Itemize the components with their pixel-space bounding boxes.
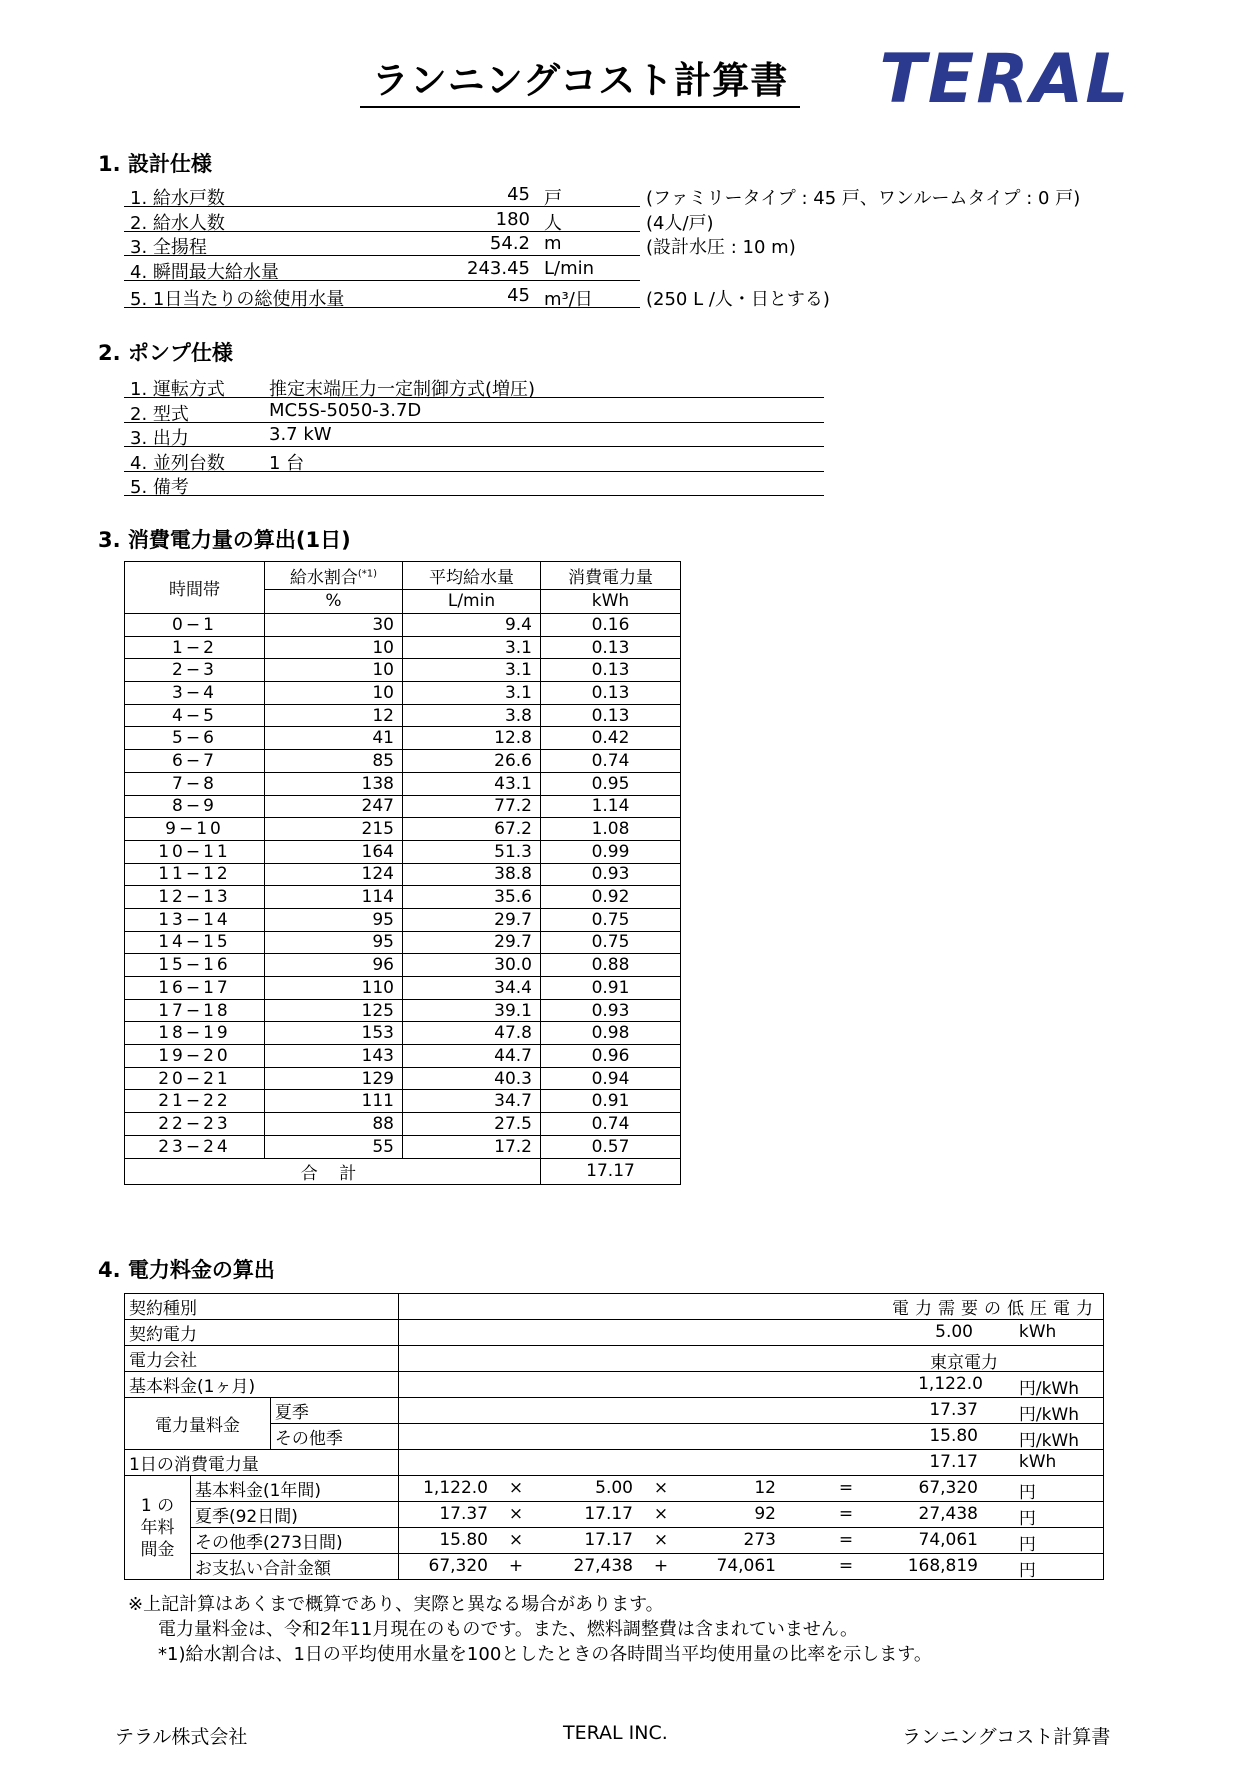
power: 0.16 bbox=[541, 614, 681, 637]
spec-note: (ファミリータイプ : 45 戸、ワンルームタイプ : 0 戸) bbox=[646, 188, 1081, 209]
daily-cell bbox=[398, 1450, 1103, 1476]
time-slot: 7−8 bbox=[125, 772, 265, 795]
pump-spec-label: 1. 運転方式 bbox=[130, 379, 225, 400]
calc-eq: = bbox=[838, 1530, 854, 1550]
table-row bbox=[125, 886, 681, 909]
ratio: 164 bbox=[265, 840, 403, 863]
table-row bbox=[125, 840, 681, 863]
teral-logo bbox=[855, 44, 1155, 112]
col-power: 消費電力量 bbox=[541, 562, 681, 590]
annual-calc bbox=[398, 1476, 1103, 1502]
ratio: 96 bbox=[265, 954, 403, 977]
table-row bbox=[125, 727, 681, 750]
other-label: その他季 bbox=[270, 1424, 398, 1450]
pump-spec-label: 4. 並列台数 bbox=[130, 452, 225, 474]
ratio: 114 bbox=[265, 886, 403, 909]
energy-label: 電力量料金 bbox=[125, 1398, 271, 1450]
table-row bbox=[125, 1022, 681, 1045]
col-flow: 平均給水量 bbox=[403, 562, 541, 590]
avg-flow: 34.7 bbox=[403, 1090, 541, 1113]
pump-spec-row bbox=[124, 447, 824, 472]
company-value: 東京電力 bbox=[930, 1353, 998, 1373]
annual-label: お支払い合計金額 bbox=[190, 1554, 398, 1580]
contract-power-value: 5.00 bbox=[935, 1322, 973, 1342]
ratio: 30 bbox=[265, 614, 403, 637]
spec-unit: m³/日 bbox=[544, 289, 593, 310]
note-3: *1)給水割合は、1日の平均使用水量を100としたときの各時間当平均使用量の比率を示します。 bbox=[158, 1644, 932, 1665]
table-row bbox=[125, 999, 681, 1022]
electricity-cost-table bbox=[124, 1293, 1104, 1580]
time-slot: 6−7 bbox=[125, 750, 265, 773]
table-row bbox=[125, 682, 681, 705]
note-1: ※上記計算はあくまで概算であり、実際と異なる場合があります。 bbox=[128, 1594, 664, 1615]
spec-label: 5. 1日当たりの総使用水量 bbox=[130, 289, 345, 310]
spec-row bbox=[124, 182, 640, 207]
annual-row bbox=[125, 1502, 1104, 1528]
table-row bbox=[125, 772, 681, 795]
table-row bbox=[125, 1135, 681, 1158]
other-unit: 円/kWh bbox=[1018, 1431, 1080, 1451]
avg-flow: 29.7 bbox=[403, 908, 541, 931]
spec-value: 180 bbox=[495, 209, 530, 230]
footer-center: TERAL INC. bbox=[563, 1722, 668, 1744]
pump-spec-row bbox=[124, 471, 824, 496]
time-slot: 0−1 bbox=[125, 614, 265, 637]
calc-b: 17.17 bbox=[584, 1504, 633, 1524]
pump-spec-value: 3.7 kW bbox=[269, 424, 332, 445]
section3-heading: 3. 消費電力量の算出(1日) bbox=[98, 528, 351, 552]
spec-label: 3. 全揚程 bbox=[130, 237, 207, 258]
avg-flow: 3.1 bbox=[403, 636, 541, 659]
calc-unit: 円 bbox=[1018, 1561, 1036, 1581]
pump-spec-value: 1 台 bbox=[269, 452, 305, 474]
ratio: 10 bbox=[265, 636, 403, 659]
table-row bbox=[125, 908, 681, 931]
pump-spec-value: MC5S-5050-3.7D bbox=[269, 399, 422, 421]
annual-label: 基本料金(1年間) bbox=[190, 1476, 398, 1502]
spec-label: 1. 給水戸数 bbox=[130, 188, 225, 209]
calc-c: 12 bbox=[754, 1478, 776, 1498]
spec-value: 45 bbox=[507, 285, 530, 306]
table-row bbox=[125, 977, 681, 1000]
calc-c: 92 bbox=[754, 1504, 776, 1524]
time-slot: 10−11 bbox=[125, 840, 265, 863]
col-ratio: 給水割合$^{(*1)}$ bbox=[265, 562, 403, 590]
avg-flow: 27.5 bbox=[403, 1113, 541, 1136]
basic-label: 基本料金(1ヶ月) bbox=[125, 1372, 399, 1398]
calc-a: 17.37 bbox=[439, 1504, 488, 1524]
calc-op2: × bbox=[653, 1478, 669, 1498]
spec-unit: m bbox=[544, 233, 562, 254]
spec-row bbox=[124, 207, 640, 232]
spec-unit: 人 bbox=[544, 213, 562, 234]
power: 0.13 bbox=[541, 636, 681, 659]
basic-unit: 円/kWh bbox=[1018, 1379, 1080, 1399]
avg-flow: 3.1 bbox=[403, 659, 541, 682]
pump-spec-label: 5. 備考 bbox=[130, 477, 189, 498]
time-slot: 5−6 bbox=[125, 727, 265, 750]
section2-heading: 2. ポンプ仕様 bbox=[98, 341, 233, 365]
basic-value: 1,122.0 bbox=[918, 1374, 983, 1394]
time-slot: 14−15 bbox=[125, 931, 265, 954]
section4-heading: 4. 電力料金の算出 bbox=[98, 1258, 275, 1282]
table-row bbox=[125, 636, 681, 659]
summer-value: 17.37 bbox=[929, 1400, 978, 1420]
ratio: 129 bbox=[265, 1067, 403, 1090]
table-row bbox=[125, 818, 681, 841]
company-label: 電力会社 bbox=[125, 1346, 399, 1372]
calc-op1: × bbox=[508, 1478, 524, 1498]
contract-power-unit: kWh bbox=[1018, 1322, 1057, 1342]
spec-value: 54.2 bbox=[489, 233, 530, 254]
time-slot: 15−16 bbox=[125, 954, 265, 977]
time-slot: 8−9 bbox=[125, 795, 265, 818]
total-label: 合 計 bbox=[125, 1158, 541, 1184]
daily-unit: kWh bbox=[1018, 1452, 1057, 1472]
note-2: 電力量料金は、令和2年11月現在のものです。また、燃料調整費は含まれていません。 bbox=[158, 1619, 858, 1640]
annual-row bbox=[125, 1528, 1104, 1554]
calc-result: 27,438 bbox=[918, 1504, 978, 1524]
power: 0.98 bbox=[541, 1022, 681, 1045]
calc-op2: × bbox=[653, 1530, 669, 1550]
calc-a: 1,122.0 bbox=[423, 1478, 488, 1498]
time-slot: 23−24 bbox=[125, 1135, 265, 1158]
power: 0.74 bbox=[541, 1113, 681, 1136]
footer-doc-title: ランニングコスト計算書 bbox=[902, 1726, 1111, 1748]
table-row bbox=[125, 614, 681, 637]
annual-label: 夏季(92日間) bbox=[190, 1502, 398, 1528]
total-value: 17.17 bbox=[541, 1158, 681, 1184]
power: 0.93 bbox=[541, 863, 681, 886]
other-value: 15.80 bbox=[929, 1426, 978, 1446]
avg-flow: 44.7 bbox=[403, 1045, 541, 1068]
calc-c: 74,061 bbox=[716, 1556, 776, 1576]
avg-flow: 17.2 bbox=[403, 1135, 541, 1158]
calc-eq: = bbox=[838, 1478, 854, 1498]
annual-label: その他季(273日間) bbox=[190, 1528, 398, 1554]
power: 0.91 bbox=[541, 977, 681, 1000]
annual-row bbox=[125, 1554, 1104, 1580]
power: 0.13 bbox=[541, 704, 681, 727]
calc-op1: × bbox=[508, 1504, 524, 1524]
spec-note: (設計水圧 : 10 m) bbox=[646, 237, 796, 258]
power-consumption-table bbox=[124, 561, 681, 1185]
pump-spec-label: 2. 型式 bbox=[130, 403, 189, 425]
ratio: 10 bbox=[265, 682, 403, 705]
power: 1.08 bbox=[541, 818, 681, 841]
daily-label: 1日の消費電力量 bbox=[125, 1450, 399, 1476]
spec-value: 243.45 bbox=[467, 258, 530, 279]
unit-power: kWh bbox=[541, 589, 681, 613]
avg-flow: 29.7 bbox=[403, 931, 541, 954]
ratio: 41 bbox=[265, 727, 403, 750]
ratio: 55 bbox=[265, 1135, 403, 1158]
avg-flow: 26.6 bbox=[403, 750, 541, 773]
calc-unit: 円 bbox=[1018, 1535, 1036, 1555]
calc-result: 74,061 bbox=[918, 1530, 978, 1550]
power: 0.94 bbox=[541, 1067, 681, 1090]
ratio: 125 bbox=[265, 999, 403, 1022]
pump-spec-row bbox=[124, 398, 824, 423]
power: 0.96 bbox=[541, 1045, 681, 1068]
table-row bbox=[125, 954, 681, 977]
calc-op2: × bbox=[653, 1504, 669, 1524]
time-slot: 1−2 bbox=[125, 636, 265, 659]
contract-type-label: 契約種別 bbox=[125, 1294, 399, 1320]
time-slot: 9−10 bbox=[125, 818, 265, 841]
time-slot: 2−3 bbox=[125, 659, 265, 682]
power: 0.42 bbox=[541, 727, 681, 750]
ratio: 215 bbox=[265, 818, 403, 841]
table-row bbox=[125, 659, 681, 682]
table-row bbox=[125, 863, 681, 886]
ratio: 111 bbox=[265, 1090, 403, 1113]
calc-a: 15.80 bbox=[439, 1530, 488, 1550]
avg-flow: 12.8 bbox=[403, 727, 541, 750]
avg-flow: 39.1 bbox=[403, 999, 541, 1022]
calc-result: 168,819 bbox=[907, 1556, 978, 1576]
spec-unit: L/min bbox=[544, 258, 595, 279]
pump-spec-label: 3. 出力 bbox=[130, 428, 189, 449]
avg-flow: 34.4 bbox=[403, 977, 541, 1000]
table-row bbox=[125, 1090, 681, 1113]
time-slot: 17−18 bbox=[125, 999, 265, 1022]
calc-b: 5.00 bbox=[595, 1478, 633, 1498]
footer-company: テラル株式会社 bbox=[115, 1726, 248, 1748]
avg-flow: 3.8 bbox=[403, 704, 541, 727]
document-title: ランニングコスト計算書 bbox=[360, 50, 800, 108]
table-row bbox=[125, 795, 681, 818]
time-slot: 12−13 bbox=[125, 886, 265, 909]
calc-unit: 円 bbox=[1018, 1483, 1036, 1503]
ratio: 247 bbox=[265, 795, 403, 818]
calc-c: 273 bbox=[743, 1530, 776, 1550]
calc-op2: + bbox=[653, 1556, 669, 1576]
ratio: 88 bbox=[265, 1113, 403, 1136]
pump-spec-value: 推定末端圧力一定制御方式(増圧) bbox=[269, 379, 536, 400]
ratio: 10 bbox=[265, 659, 403, 682]
table-row bbox=[125, 750, 681, 773]
calc-op1: × bbox=[508, 1530, 524, 1550]
contract-power-label: 契約電力 bbox=[125, 1320, 399, 1346]
power: 0.75 bbox=[541, 931, 681, 954]
table-row bbox=[125, 1113, 681, 1136]
ratio: 110 bbox=[265, 977, 403, 1000]
power: 0.92 bbox=[541, 886, 681, 909]
ratio: 95 bbox=[265, 931, 403, 954]
avg-flow: 43.1 bbox=[403, 772, 541, 795]
calc-eq: = bbox=[838, 1504, 854, 1524]
avg-flow: 35.6 bbox=[403, 886, 541, 909]
company-cell bbox=[398, 1346, 1103, 1372]
time-slot: 13−14 bbox=[125, 908, 265, 931]
power: 0.13 bbox=[541, 682, 681, 705]
time-slot: 11−12 bbox=[125, 863, 265, 886]
summer-label: 夏季 bbox=[270, 1398, 398, 1424]
avg-flow: 38.8 bbox=[403, 863, 541, 886]
spec-unit: 戸 bbox=[544, 188, 562, 209]
section1-heading: 1. 設計仕様 bbox=[98, 152, 212, 176]
summer-unit: 円/kWh bbox=[1018, 1405, 1080, 1425]
power: 0.99 bbox=[541, 840, 681, 863]
spec-row bbox=[124, 231, 640, 256]
annual-calc bbox=[398, 1554, 1103, 1580]
table-row bbox=[125, 1067, 681, 1090]
avg-flow: 3.1 bbox=[403, 682, 541, 705]
contract-type-value: 電力需要の低圧電力 bbox=[398, 1294, 1103, 1320]
basic-cell bbox=[398, 1372, 1103, 1398]
avg-flow: 51.3 bbox=[403, 840, 541, 863]
time-slot: 3−4 bbox=[125, 682, 265, 705]
spec-note: (4人/戸) bbox=[646, 213, 714, 234]
power: 1.14 bbox=[541, 795, 681, 818]
spec-label: 2. 給水人数 bbox=[130, 213, 225, 234]
ratio: 124 bbox=[265, 863, 403, 886]
time-slot: 16−17 bbox=[125, 977, 265, 1000]
annual-group-label: 1 の 年料 間金 bbox=[125, 1476, 191, 1580]
time-slot: 22−23 bbox=[125, 1113, 265, 1136]
pump-spec-row bbox=[124, 373, 824, 398]
spec-label: 4. 瞬間最大給水量 bbox=[130, 262, 279, 283]
col-time: 時間帯 bbox=[125, 562, 265, 614]
power: 0.57 bbox=[541, 1135, 681, 1158]
ratio: 95 bbox=[265, 908, 403, 931]
spec-note: (250 L /人・日とする) bbox=[646, 289, 830, 310]
avg-flow: 67.2 bbox=[403, 818, 541, 841]
ratio: 138 bbox=[265, 772, 403, 795]
power: 0.95 bbox=[541, 772, 681, 795]
avg-flow: 77.2 bbox=[403, 795, 541, 818]
power: 0.75 bbox=[541, 908, 681, 931]
annual-row bbox=[125, 1476, 1104, 1502]
avg-flow: 30.0 bbox=[403, 954, 541, 977]
annual-calc bbox=[398, 1528, 1103, 1554]
time-slot: 18−19 bbox=[125, 1022, 265, 1045]
summer-cell bbox=[398, 1398, 1103, 1424]
time-slot: 20−21 bbox=[125, 1067, 265, 1090]
contract-power-cell bbox=[398, 1320, 1103, 1346]
calc-a: 67,320 bbox=[428, 1556, 488, 1576]
spec-value: 45 bbox=[507, 184, 530, 205]
ratio: 143 bbox=[265, 1045, 403, 1068]
other-cell bbox=[398, 1424, 1103, 1450]
spec-row bbox=[124, 256, 640, 281]
ratio: 153 bbox=[265, 1022, 403, 1045]
power: 0.93 bbox=[541, 999, 681, 1022]
table-row bbox=[125, 1045, 681, 1068]
power: 0.13 bbox=[541, 659, 681, 682]
calc-result: 67,320 bbox=[918, 1478, 978, 1498]
pump-spec-row bbox=[124, 422, 824, 447]
avg-flow: 9.4 bbox=[403, 614, 541, 637]
unit-flow: L/min bbox=[403, 589, 541, 613]
power: 0.88 bbox=[541, 954, 681, 977]
calc-unit: 円 bbox=[1018, 1509, 1036, 1529]
time-slot: 4−5 bbox=[125, 704, 265, 727]
calc-b: 27,438 bbox=[573, 1556, 633, 1576]
power: 0.74 bbox=[541, 750, 681, 773]
power: 0.91 bbox=[541, 1090, 681, 1113]
calc-eq: = bbox=[838, 1556, 854, 1576]
avg-flow: 40.3 bbox=[403, 1067, 541, 1090]
calc-b: 17.17 bbox=[584, 1530, 633, 1550]
table-row bbox=[125, 931, 681, 954]
table-row bbox=[125, 704, 681, 727]
unit-ratio: % bbox=[265, 589, 403, 613]
avg-flow: 47.8 bbox=[403, 1022, 541, 1045]
ratio: 12 bbox=[265, 704, 403, 727]
time-slot: 21−22 bbox=[125, 1090, 265, 1113]
spec-row bbox=[124, 283, 640, 308]
logo-text: TERAL bbox=[879, 44, 1131, 112]
daily-value: 17.17 bbox=[929, 1452, 978, 1472]
calc-op1: + bbox=[508, 1556, 524, 1576]
ratio: 85 bbox=[265, 750, 403, 773]
annual-calc bbox=[398, 1502, 1103, 1528]
time-slot: 19−20 bbox=[125, 1045, 265, 1068]
